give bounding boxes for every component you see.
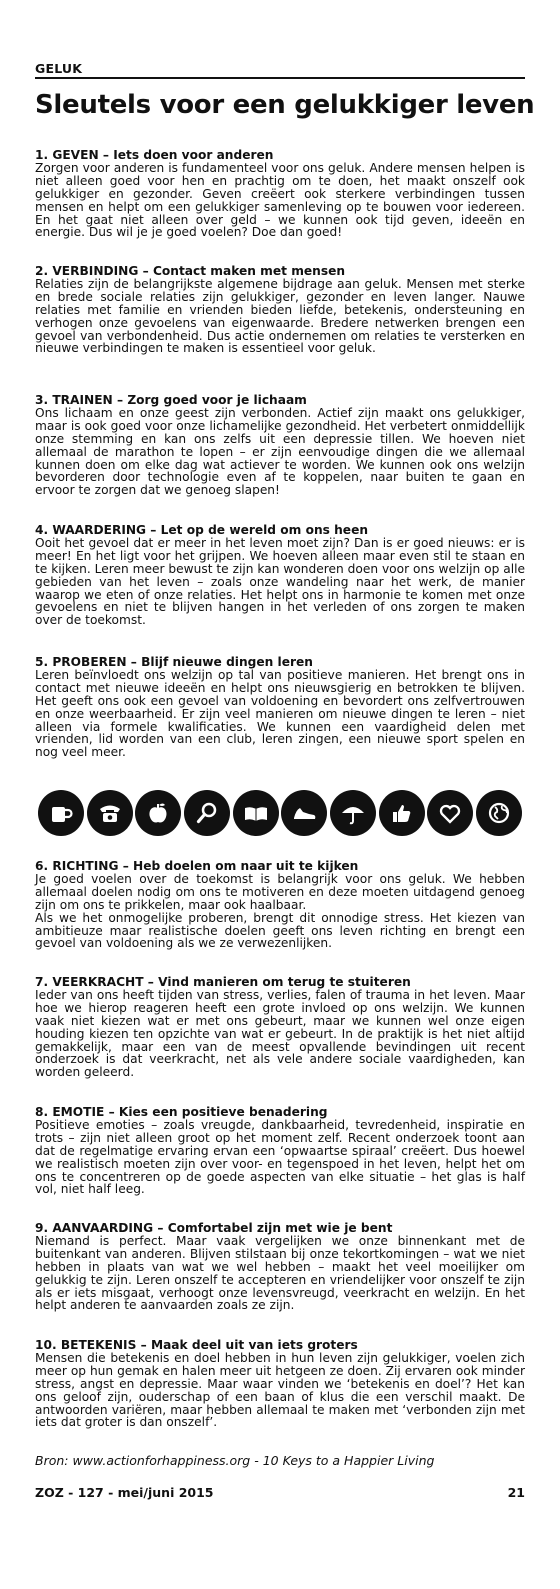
key-heading: 9. AANVAARDING – Comfortabel zijn met wie je bent bbox=[35, 1221, 393, 1235]
key-2 bbox=[35, 265, 525, 355]
header-rule bbox=[35, 77, 525, 79]
heart-icon bbox=[427, 790, 473, 836]
key-6 bbox=[35, 860, 525, 950]
page-footer bbox=[35, 1485, 525, 1500]
icon-row bbox=[38, 790, 522, 840]
key-paragraph: Positieve emoties – zoals vreugde, dankbaarheid, tevredenheid, inspiratie en trots – zijn niet alleen groot op het moment zelf. Recent onderzoek toont aan dat de regelmatige ervaring ervan een ‘opwaartse spiraal’ creëert. Dus hoewel we realistisch moeten zijn over voor- en tegenspoed in het leven, helpt het om ons te concentreren op de goede aspecten van elke situatie – het glas is half vol, niet half leeg. bbox=[35, 1117, 525, 1197]
telephone-icon bbox=[87, 790, 133, 836]
mug-icon bbox=[38, 790, 84, 836]
thumbs-up-icon bbox=[379, 790, 425, 836]
key-paragraph: Relaties zijn de belangrijkste algemene bijdrage aan geluk. Mensen met sterke en brede sociale relaties zijn gelukkiger, gezonder en leven langer. Nauwe relaties met familie en vrienden bieden liefde, betekenis, ondersteuning en verhogen onze gevoelens van eigenwaarde. Bredere netwerken brengen een gevoel van verbondenheid. Dus actie ondernemen om relaties te versterken en nieuwe verbindingen te maken is essentieel voor geluk. bbox=[35, 276, 525, 356]
page-title: Sleutels voor een gelukkiger leven bbox=[35, 90, 535, 120]
key-9 bbox=[35, 1222, 525, 1312]
globe-icon bbox=[476, 790, 522, 836]
key-heading: 4. WAARDERING – Let op de wereld om ons heen bbox=[35, 523, 369, 537]
book-icon bbox=[233, 790, 279, 836]
key-7 bbox=[35, 976, 525, 1079]
page-number: 21 bbox=[507, 1485, 525, 1500]
magnifier-icon bbox=[184, 790, 230, 836]
key-8 bbox=[35, 1106, 525, 1196]
key-3 bbox=[35, 394, 525, 497]
key-heading: 8. EMOTIE – Kies een positieve benadering bbox=[35, 1105, 328, 1119]
key-4 bbox=[35, 524, 525, 627]
shoe-icon bbox=[281, 790, 327, 836]
key-paragraph: Ieder van ons heeft tijden van stress, verlies, falen of trauma in het leven. Maar hoe we hierop reageren heeft een grote invloed op ons welzijn. We kunnen vaak niet kiezen wat er met ons gebeurt, maar we kunnen wel onze eigen houding kiezen ten opzichte van wat er gebeurt. In de praktijk is het niet altijd gemakkelijk, maar een van de meest opvallende bevindingen uit recent onderzoek is dat veerkracht, net als vele andere sociale vaardigheden, kan worden geleerd. bbox=[35, 987, 525, 1080]
key-heading: 2. VERBINDING – Contact maken met mensen bbox=[35, 264, 346, 278]
issue-label: ZOZ - 127 - mei/juni 2015 bbox=[35, 1485, 214, 1500]
key-heading: 5. PROBEREN – Blijf nieuwe dingen leren bbox=[35, 655, 313, 669]
key-paragraph: Ooit het gevoel dat er meer in het leven moet zijn? Dan is er goed nieuws: er is meer! En het ligt voor het grijpen. We hoeven alleen maar even stil te staan en te kijken. Leren meer bewust te zijn kan wonderen doen voor ons welzijn op alle gebieden van het leven – zoals onze wandeling naar het werk, de manier waarop we eten of onze relaties. Het helpt ons in harmonie te komen met onze gevoelens en niet te blijven hangen in het verleden of ons zorgen te maken over de toekomst. bbox=[35, 535, 525, 628]
key-paragraph: Leren beïnvloedt ons welzijn op tal van positieve manieren. Het brengt ons in contact met nieuwe ideeën en helpt ons nieuwsgierig en betrokken te blijven. Het geeft ons ook een gevoel van voldoening en bevordert ons zelfvertrouwen en onze weerbaarheid. Er zijn veel manieren om nieuwe dingen te leren – niet alleen via formele kwalificaties. We kunnen een vaardigheid delen met vrienden, lid worden van een club, leren zingen, een nieuwe sport spelen en nog veel meer. bbox=[35, 667, 525, 760]
section-label: GELUK bbox=[35, 61, 83, 76]
source-line: Bron: www.actionforhappiness.org - 10 Keys to a Happier Living bbox=[35, 1453, 435, 1468]
key-paragraph: Mensen die betekenis en doel hebben in hun leven zijn gelukkiger, voelen zich meer op hun gemak en halen meer uit hetgeen ze doen. Zij ervaren ook minder stress, angst en depressie. Maar waar vinden we ‘betekenis en doel’? Het kan ons geloof zijn, ouderschap of een baan of klus die een verschil maakt. De antwoorden variëren, maar hebben allemaal te maken met ‘verbonden zijn met iets dat groter is dan onszelf’. bbox=[35, 1350, 525, 1430]
key-heading: 3. TRAINEN – Zorg goed voor je lichaam bbox=[35, 393, 307, 407]
key-heading: 10. BETEKENIS – Maak deel uit van iets groters bbox=[35, 1338, 358, 1352]
umbrella-icon bbox=[330, 790, 376, 836]
key-paragraph: Je goed voelen over de toekomst is belangrijk voor ons geluk. We hebben allemaal doelen nodig om ons te motiveren en deze moeten uitdagend genoeg zijn om ons te prikkelen, maar ook haalbaar. bbox=[35, 871, 525, 912]
key-paragraph: Niemand is perfect. Maar vaak vergelijken we onze binnenkant met de buitenkant van anderen. Blijven stilstaan bij onze tekortkomingen – wat we niet hebben in plaats van wat we wel hebben – maakt het veel moeilijker om gelukkig te zijn. Leren onszelf te accepteren en vriendelijker voor onszelf te zijn als er iets misgaat, verhoogt onze levensvreugd, veerkracht en welzijn. En het helpt anderen te aanvaarden zoals ze zijn. bbox=[35, 1233, 525, 1313]
key-paragraph: Zorgen voor anderen is fundamenteel voor ons geluk. Andere mensen helpen is niet alleen goed voor hen en prachtig om te doen, het maakt onszelf ook gelukkiger en gezonder. Geven creëert ook sterkere verbindingen tussen mensen en helpt om een gelukkiger samenleving op te bouwen voor iedereen. En het gaat niet alleen over geld – we kunnen ook tijd geven, ideeën en energie. Dus wil je je goed voelen? Doe dan goed! bbox=[35, 160, 525, 240]
key-heading: 7. VEERKRACHT – Vind manieren om terug te stuiteren bbox=[35, 975, 411, 989]
apple-icon bbox=[135, 790, 181, 836]
key-paragraph: Als we het onmogelijke proberen, brengt dit onnodige stress. Het kiezen van ambitieuze maar realistische doelen geeft ons leven richting en brengt een gevoel van voldoening als we ze verwezenlijken. bbox=[35, 910, 525, 951]
key-5 bbox=[35, 656, 525, 759]
key-heading: 6. RICHTING – Heb doelen om naar uit te kijken bbox=[35, 859, 359, 873]
key-10 bbox=[35, 1339, 525, 1429]
key-heading: 1. GEVEN – Iets doen voor anderen bbox=[35, 148, 274, 162]
key-paragraph: Ons lichaam en onze geest zijn verbonden. Actief zijn maakt ons gelukkiger, maar is ook goed voor onze lichamelijke gezondheid. Het verbetert onmiddellijk onze stemming en kan ons zelfs uit een depressie tillen. We hoeven niet allemaal de marathon te lopen – er zijn eenvoudige dingen die we allemaal kunnen doen om elke dag wat actiever te worden. We kunnen ook ons welzijn bevorderen door technologie even af te koppelen, naar buiten te gaan en ervoor te zorgen dat we genoeg slapen! bbox=[35, 405, 525, 498]
key-1 bbox=[35, 149, 525, 239]
